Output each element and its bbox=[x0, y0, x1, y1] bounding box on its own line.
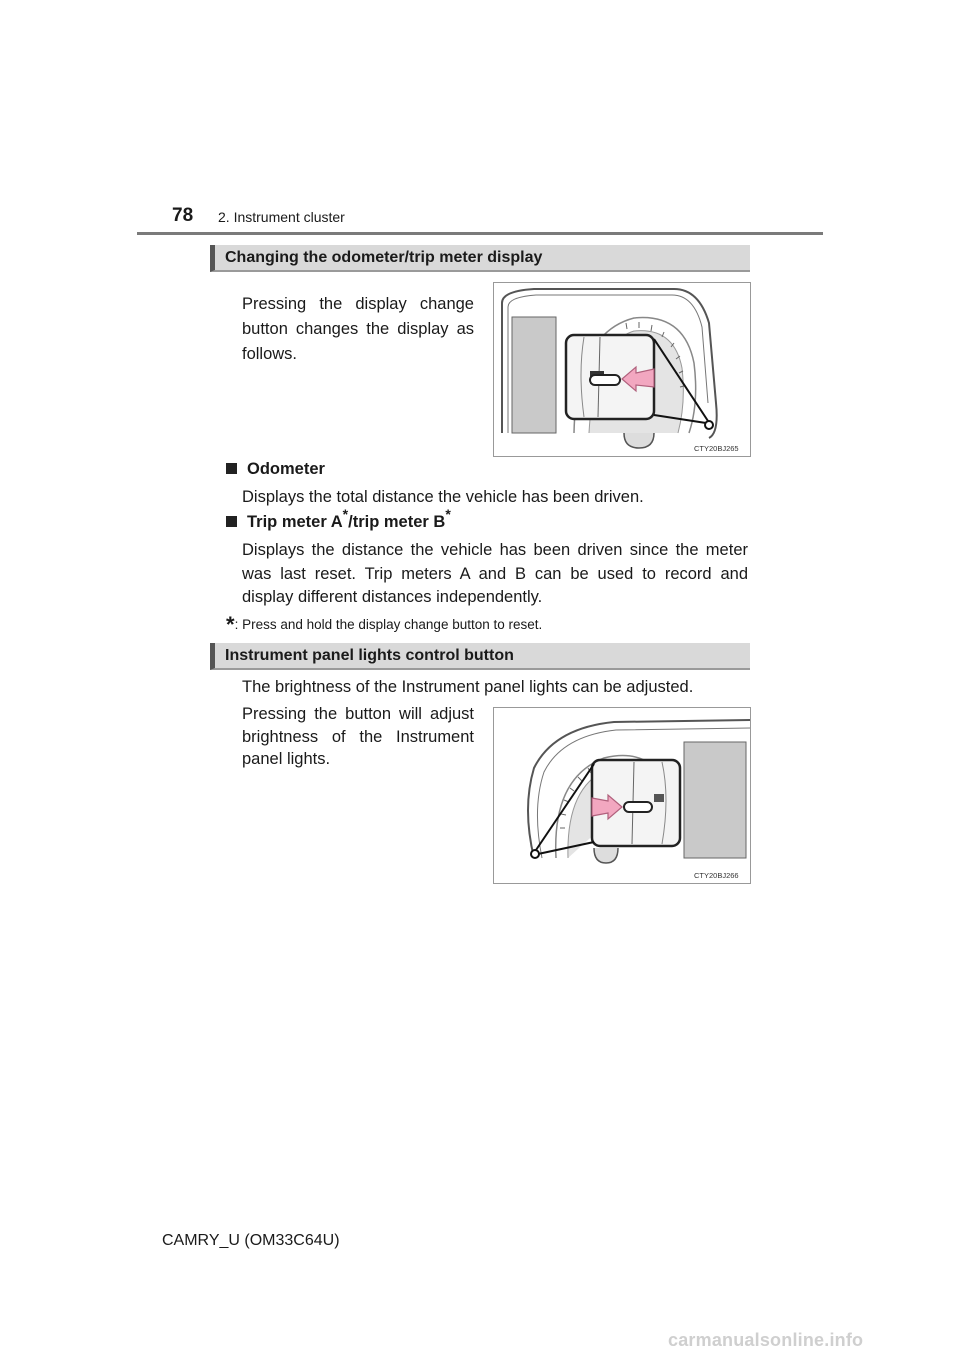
heading-odometer-trip bbox=[210, 245, 750, 272]
footer-model: CAMRY_U (OM33C64U) bbox=[162, 1232, 340, 1249]
panel-lights-body: Pressing the button will adjust brightness of the Instrument panel lights. bbox=[242, 705, 474, 768]
trip-meter-body: Displays the distance the vehicle has been driven since the meter was last reset. Trip meters A and B can be used to record and display different distances independently. bbox=[242, 541, 748, 606]
watermark: carmanualsonline.info bbox=[668, 1330, 864, 1350]
figure-code-2: CTY20BJ266 bbox=[694, 871, 739, 880]
heading-panel-lights bbox=[210, 643, 750, 670]
figure-display-change-button bbox=[493, 282, 751, 457]
footnote: *: Press and hold the display change button to reset. bbox=[226, 612, 543, 637]
odometer-title: Odometer bbox=[226, 460, 325, 479]
heading-panel-lights-text: Instrument panel lights control button bbox=[225, 647, 514, 664]
cluster-illustration-2 bbox=[494, 708, 750, 883]
bullet-square-icon bbox=[226, 463, 237, 474]
panel-lights-intro: The brightness of the Instrument panel lights can be adjusted. bbox=[242, 678, 694, 696]
bullet-square-icon bbox=[226, 516, 237, 527]
header-rule bbox=[137, 232, 823, 235]
heading-odometer-trip-text: Changing the odometer/trip meter display bbox=[225, 249, 543, 266]
figure-panel-lights-button bbox=[493, 707, 751, 884]
cluster-illustration-1 bbox=[494, 283, 750, 456]
section-title: 2. Instrument cluster bbox=[218, 209, 345, 225]
odometer-body: Displays the total distance the vehicle has been driven. bbox=[242, 488, 644, 506]
trip-meter-title: Trip meter A*/trip meter B* bbox=[226, 513, 451, 532]
figure-code-1: CTY20BJ265 bbox=[694, 444, 739, 453]
page-number: 78 bbox=[172, 205, 194, 226]
odometer-intro: Pressing the display change button changes the display as follows. bbox=[242, 295, 474, 363]
